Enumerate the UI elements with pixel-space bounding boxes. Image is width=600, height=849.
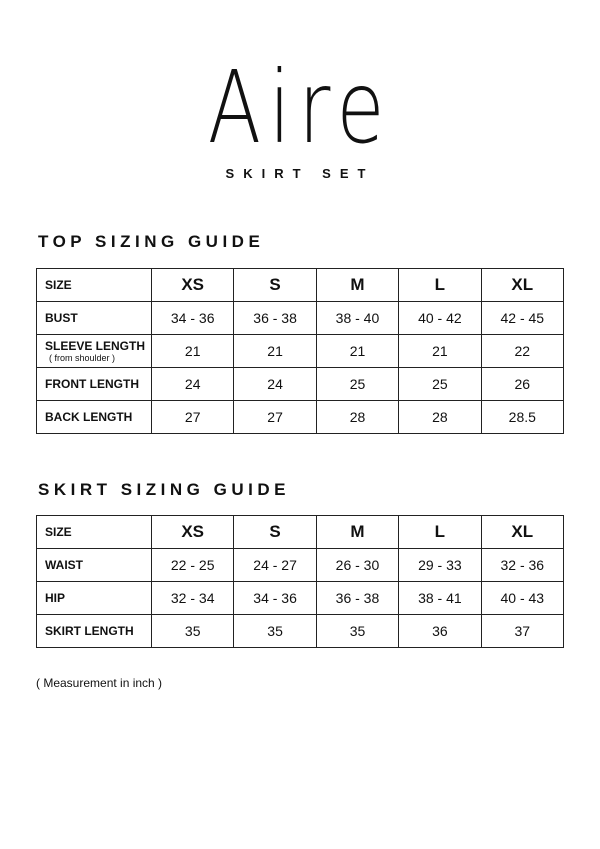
table-cell: 26 - 30: [316, 549, 398, 582]
row-label-back-length: BACK LENGTH: [37, 401, 152, 434]
table-cell: 24: [234, 368, 316, 401]
brand-logo: Aire: [207, 49, 393, 166]
table-cell: 21: [399, 335, 481, 368]
size-label: SIZE: [37, 269, 152, 302]
table-cell: 21: [152, 335, 234, 368]
size-xs: XS: [152, 269, 234, 302]
table-cell: 21: [234, 335, 316, 368]
table-row: [37, 401, 564, 434]
sleeve-length-label: SLEEVE LENGTH: [45, 339, 146, 353]
table-cell: 36: [399, 615, 481, 648]
size-xl: XL: [481, 269, 563, 302]
table-cell: 27: [152, 401, 234, 434]
table-cell: 34 - 36: [234, 582, 316, 615]
row-label-sleeve-length: [37, 335, 152, 368]
table-row: [37, 582, 564, 615]
table-cell: 28: [316, 401, 398, 434]
size-xl: XL: [481, 516, 563, 549]
table-cell: 32 - 36: [481, 549, 563, 582]
measurement-note: ( Measurement in inch ): [36, 676, 163, 690]
sleeve-length-note: ( from shoulder ): [49, 353, 116, 363]
table-cell: 42 - 45: [481, 302, 563, 335]
table-cell: 26: [481, 368, 563, 401]
table-cell: 35: [316, 615, 398, 648]
row-label-bust: BUST: [37, 302, 152, 335]
table-row: [37, 615, 564, 648]
size-s: S: [234, 516, 316, 549]
table-cell: 25: [316, 368, 398, 401]
table-cell: 38 - 41: [399, 582, 481, 615]
table-cell: 21: [316, 335, 398, 368]
table-cell: 24 - 27: [234, 549, 316, 582]
table-cell: 35: [234, 615, 316, 648]
table-cell: 37: [481, 615, 563, 648]
row-label-front-length: FRONT LENGTH: [37, 368, 152, 401]
table-row: [37, 549, 564, 582]
size-label: SIZE: [37, 516, 152, 549]
row-label-hip: HIP: [37, 582, 152, 615]
table-cell: 36 - 38: [234, 302, 316, 335]
table-cell: 35: [152, 615, 234, 648]
table-cell: 34 - 36: [152, 302, 234, 335]
table-cell: 29 - 33: [399, 549, 481, 582]
table-header-row: [37, 269, 564, 302]
table-cell: 28: [399, 401, 481, 434]
row-label-skirt-length: SKIRT LENGTH: [37, 615, 152, 648]
table-cell: 22 - 25: [152, 549, 234, 582]
table-cell: 40 - 43: [481, 582, 563, 615]
skirt-guide-title: SKIRT SIZING GUIDE: [38, 480, 290, 499]
skirt-sizing-table: [36, 515, 564, 648]
table-row: [37, 335, 564, 368]
table-cell: 40 - 42: [399, 302, 481, 335]
top-sizing-table: [36, 268, 564, 434]
size-l: L: [399, 516, 481, 549]
brand-subtitle: SKIRT SET: [225, 166, 375, 181]
table-cell: 28.5: [481, 401, 563, 434]
size-m: M: [316, 516, 398, 549]
table-header-row: [37, 516, 564, 549]
size-l: L: [399, 269, 481, 302]
table-row: [37, 302, 564, 335]
row-label-waist: WAIST: [37, 549, 152, 582]
size-xs: XS: [152, 516, 234, 549]
table-cell: 24: [152, 368, 234, 401]
table-cell: 38 - 40: [316, 302, 398, 335]
table-cell: 22: [481, 335, 563, 368]
size-s: S: [234, 269, 316, 302]
table-row: [37, 368, 564, 401]
table-cell: 36 - 38: [316, 582, 398, 615]
table-cell: 25: [399, 368, 481, 401]
size-m: M: [316, 269, 398, 302]
table-cell: 32 - 34: [152, 582, 234, 615]
table-cell: 27: [234, 401, 316, 434]
top-guide-title: TOP SIZING GUIDE: [38, 232, 265, 251]
